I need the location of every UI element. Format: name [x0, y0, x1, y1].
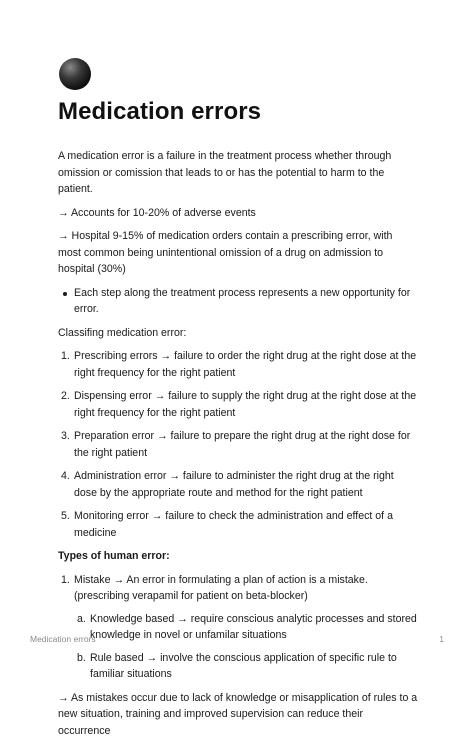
classifying-label: Classifing medication error: — [58, 326, 187, 339]
bullet-list — [58, 285, 418, 318]
list-item: b. Rule based → involve the conscious application of specific rule to familiar situations — [77, 651, 397, 680]
accounts-paragraph: → Accounts for 10-20% of adverse events — [58, 206, 256, 219]
list-item: 4. Administration error → failure to administer the right drug at the right dose by the appropriate route and method for the right patient — [61, 470, 394, 499]
list-item: 1. Prescribing errors → failure to order the right drug at the right dose at the right frequency for the right patient — [61, 350, 417, 379]
types-heading: Types of human error: — [58, 550, 170, 562]
closing-paragraph: → As mistakes occur due to lack of knowledge or misapplication of rules to a new situation, training and improved supervision can reduce their occurrence — [58, 691, 418, 737]
hospital-paragraph: → Hospital 9-15% of medication orders contain a prescribing error, with most common being unintentional omission of a drug on admission to hospital (30%) — [58, 230, 393, 275]
page-number: 1 — [439, 634, 444, 644]
list-item: 5. Monitoring error → failure to check the administration and effect of a medicine — [61, 510, 393, 539]
black-circle-icon — [59, 58, 91, 90]
list-item: 3. Preparation error → failure to prepare the right drug at the right dose for the right patient — [61, 430, 411, 459]
page-title: Medication errors — [58, 98, 262, 125]
list-item: Each step along the treatment process represents a new opportunity for error. — [58, 285, 418, 318]
footer-title: Medication errors — [30, 634, 96, 644]
list-item: a. Knowledge based → require conscious analytic processes and stored knowledge in novel or unfamilar situations — [77, 612, 417, 641]
list-item: 2. Dispensing error → failure to supply the right drug at the right dose at the right frequency for the right patient — [61, 390, 417, 419]
classification-list — [58, 348, 418, 541]
document-body — [58, 148, 418, 746]
human-error-list — [58, 572, 418, 683]
sub-list — [74, 611, 418, 683]
intro-paragraph: A medication error is a failure in the treatment process whether through omission or comission that leads to or has the potential to harm to the patient. — [58, 150, 392, 195]
list-item: 1. Mistake → An error in formulating a plan of action is a mistake. (prescribing verapamil for patient on beta-blocker) a. Knowledge based → require conscious analytic processes and stored knowledge in novel or unfamilar situations b. Rule based → involve the conscious application of specific rule to familiar situations — [58, 572, 418, 683]
